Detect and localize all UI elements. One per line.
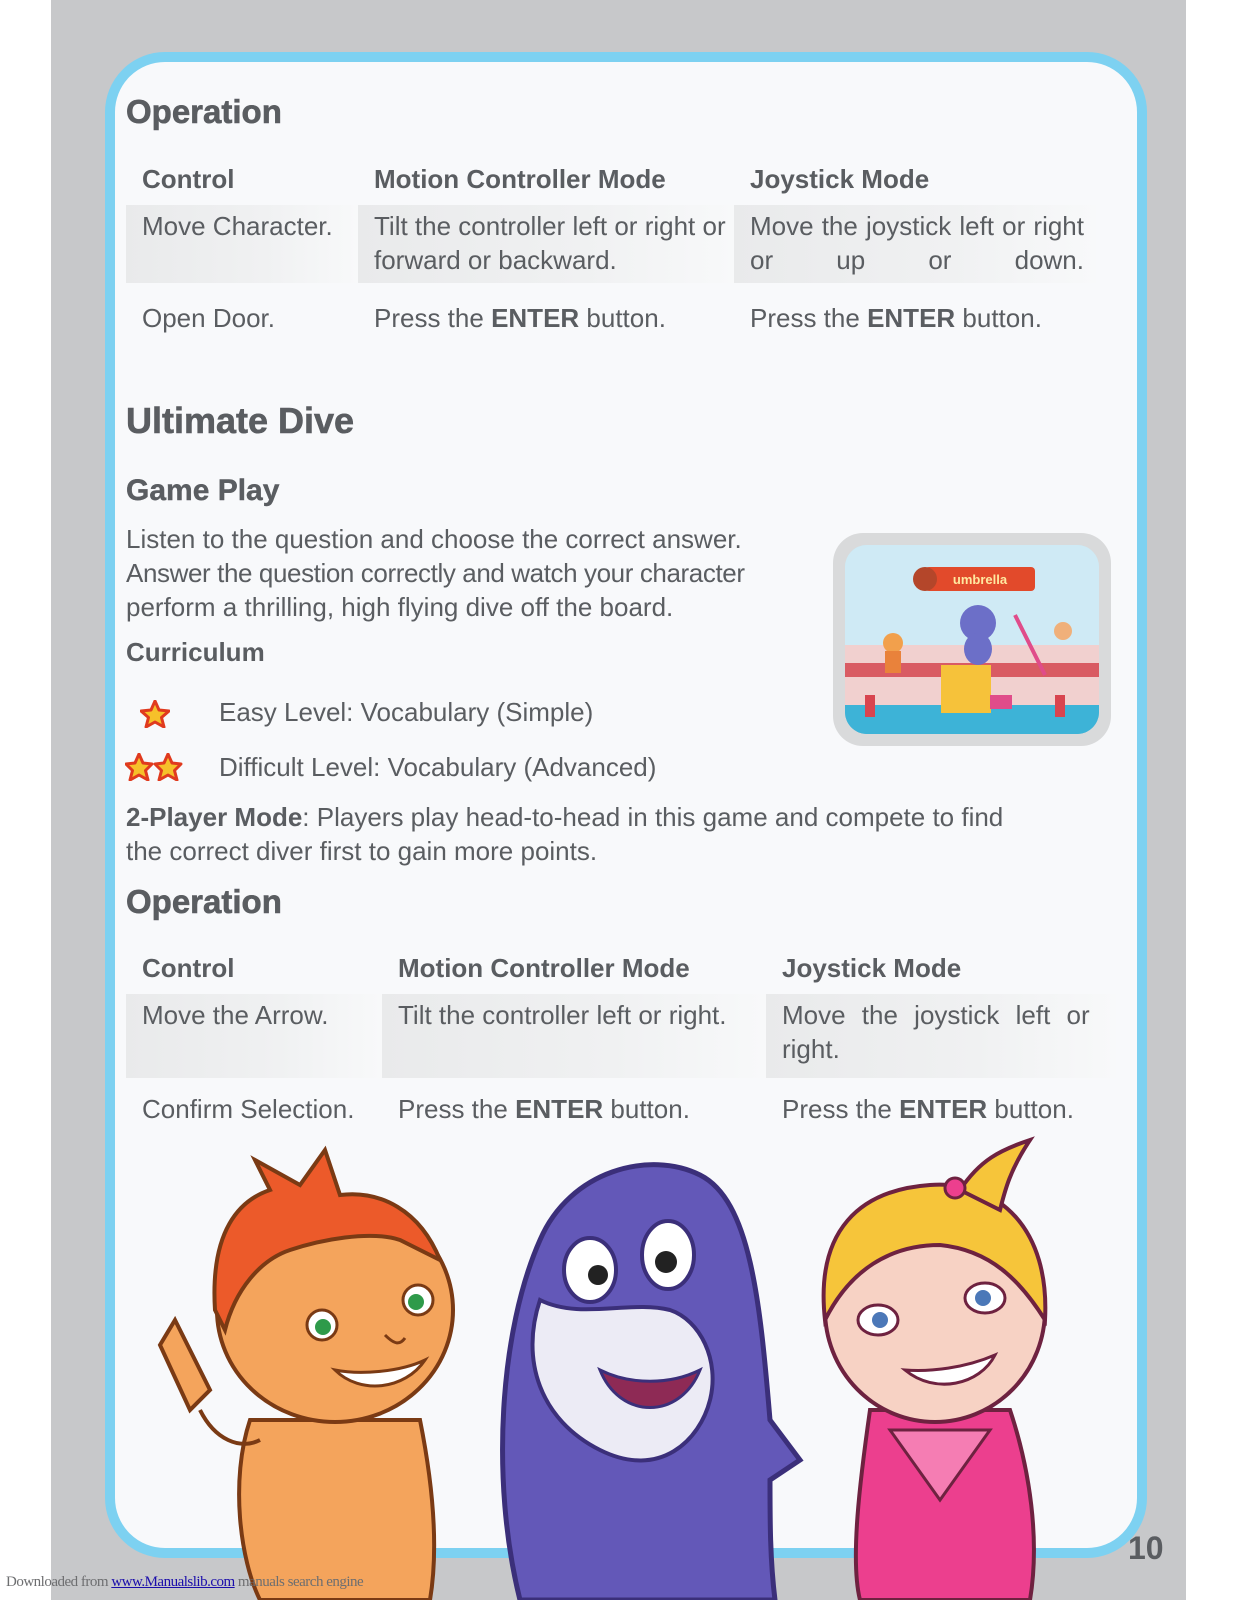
cell-control: Open Door. bbox=[142, 303, 275, 333]
operation-heading-2: Operation bbox=[126, 883, 282, 920]
easy-level-label: Easy Level: Vocabulary (Simple) bbox=[219, 697, 594, 727]
manualslib-link[interactable]: www.Manualslib.com bbox=[111, 1574, 235, 1590]
cell-joystick: Move the joystick left or right or up or down. bbox=[734, 205, 1096, 283]
col-joystick: Joystick Mode bbox=[782, 952, 962, 983]
col-joystick: Joystick Mode bbox=[750, 163, 930, 194]
footer-download-note: Downloaded from www.Manualslib.com manuals search engine bbox=[6, 1574, 364, 1590]
cell-motion: Tilt the controller left or right or forward or backward. bbox=[358, 205, 734, 283]
section-title: Ultimate Dive bbox=[126, 400, 355, 441]
boy-character bbox=[160, 1150, 453, 1600]
cell-joystick: Press the ENTER button. bbox=[782, 1094, 1074, 1124]
col-control: Control bbox=[142, 952, 235, 983]
girl-character bbox=[824, 1140, 1046, 1600]
difficult-level-label: Difficult Level: Vocabulary (Advanced) bbox=[219, 752, 657, 782]
cell-motion: Tilt the controller left or right. bbox=[382, 994, 766, 1078]
cell-motion: Press the ENTER button. bbox=[398, 1094, 690, 1124]
cell-control: Move the Arrow. bbox=[126, 994, 382, 1078]
svg-text:umbrella: umbrella bbox=[952, 572, 1008, 587]
cell-control: Move Character. bbox=[126, 205, 358, 283]
curriculum-heading: Curriculum bbox=[126, 637, 265, 667]
two-player-text: 2-Player Mode: Players play head-to-head in this game and compete to find the correct diver first to gain more points. bbox=[126, 802, 1004, 866]
gameplay-text: Listen to the question and choose the correct answer. Answer the question correctly and watch your character perform a thrilling, high flying dive off the board. bbox=[126, 524, 745, 622]
cell-joystick: Press the ENTER button. bbox=[750, 303, 1042, 333]
dolphin-character bbox=[503, 1165, 800, 1600]
cell-control: Confirm Selection. bbox=[142, 1094, 355, 1124]
col-motion: Motion Controller Mode bbox=[398, 952, 690, 983]
operation-heading-1: Operation bbox=[126, 93, 282, 130]
gameplay-heading: Game Play bbox=[126, 474, 280, 507]
col-control: Control bbox=[142, 163, 235, 194]
cell-joystick: Move the joystick left or right. bbox=[766, 994, 1116, 1078]
col-motion: Motion Controller Mode bbox=[374, 163, 666, 194]
cell-motion: Press the ENTER button. bbox=[374, 303, 666, 333]
page-number: 10 bbox=[1128, 1530, 1164, 1566]
